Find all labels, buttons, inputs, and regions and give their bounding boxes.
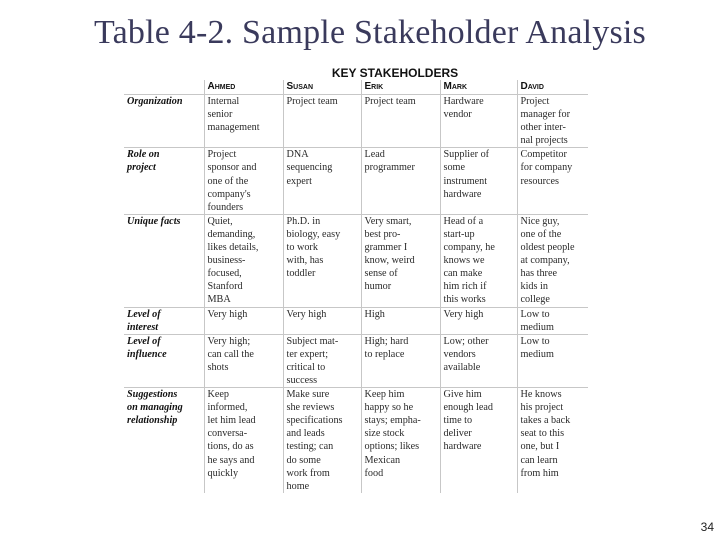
table-row-suggestions: [124, 388, 588, 493]
table-cell: Subject mat- ter expert; critical to success: [283, 334, 361, 387]
table-row-influence: [124, 334, 588, 387]
column-header-david: David: [517, 80, 588, 95]
slide-title: Table 4-2. Sample Stakeholder Analysis: [94, 14, 646, 51]
table-cell: Project team: [283, 95, 361, 148]
table-cell: Competitor for company resources: [517, 148, 588, 214]
table-cell: Project sponsor and one of the company's founders: [204, 148, 283, 214]
header-corner-cell: [124, 80, 204, 95]
table-cell: Project manager for other inter- nal projects: [517, 95, 588, 148]
page-number: 34: [700, 520, 714, 534]
table-cell: Ph.D. in biology, easy to work with, has toddler: [283, 214, 361, 307]
stakeholder-table: [124, 80, 588, 493]
table-row-unique-facts: [124, 214, 588, 307]
table-heading: KEY STAKEHOLDERS: [331, 66, 459, 80]
table-cell: Internal senior management: [204, 95, 283, 148]
table-cell: Make sure she reviews specifications and leads testing; can do some work from home: [283, 388, 361, 493]
table-cell: DNA sequencing expert: [283, 148, 361, 214]
table-cell: Quiet, demanding, likes details, business- focused, Stanford MBA: [204, 214, 283, 307]
table-cell: Hardware vendor: [440, 95, 517, 148]
table-cell: Head of a start-up company, he knows we can make him rich if this works: [440, 214, 517, 307]
table-cell: Supplier of some instrument hardware: [440, 148, 517, 214]
table-row-interest: [124, 307, 588, 334]
table-cell: Lead programmer: [361, 148, 440, 214]
row-label: Role on project: [124, 148, 204, 214]
row-label: Level of influence: [124, 334, 204, 387]
table-cell: Project team: [361, 95, 440, 148]
table-cell: Keep informed, let him lead conversa- tions, do as he says and quickly: [204, 388, 283, 493]
table-cell: Very high: [204, 307, 283, 334]
table-cell: Very high: [283, 307, 361, 334]
table-cell: Keep him happy so he stays; empha- size stock options; likes Mexican food: [361, 388, 440, 493]
table-cell: Nice guy, one of the oldest people at company, has three kids in college: [517, 214, 588, 307]
table-cell: Very smart, best pro- grammer I know, weird sense of humor: [361, 214, 440, 307]
table-cell: Give him enough lead time to deliver hardware: [440, 388, 517, 493]
table-cell: High; hard to replace: [361, 334, 440, 387]
table-row-role: [124, 148, 588, 214]
table-cell: Low to medium: [517, 307, 588, 334]
column-header-susan: Susan: [283, 80, 361, 95]
column-header-mark: Mark: [440, 80, 517, 95]
table-cell: Low to medium: [517, 334, 588, 387]
table-cell: Very high: [440, 307, 517, 334]
row-label: Organization: [124, 95, 204, 148]
table-cell: He knows his project takes a back seat to this one, but I can learn from him: [517, 388, 588, 493]
column-header-erik: Erik: [361, 80, 440, 95]
table-header-row: [124, 80, 588, 95]
table-row-organization: [124, 95, 588, 148]
row-label: Level of interest: [124, 307, 204, 334]
table-cell: Low; other vendors available: [440, 334, 517, 387]
column-header-ahmed: Ahmed: [204, 80, 283, 95]
table-cell: High: [361, 307, 440, 334]
stakeholder-table-container: [124, 66, 588, 493]
row-label: Suggestions on managing relationship: [124, 388, 204, 493]
row-label: Unique facts: [124, 214, 204, 307]
table-cell: Very high; can call the shots: [204, 334, 283, 387]
